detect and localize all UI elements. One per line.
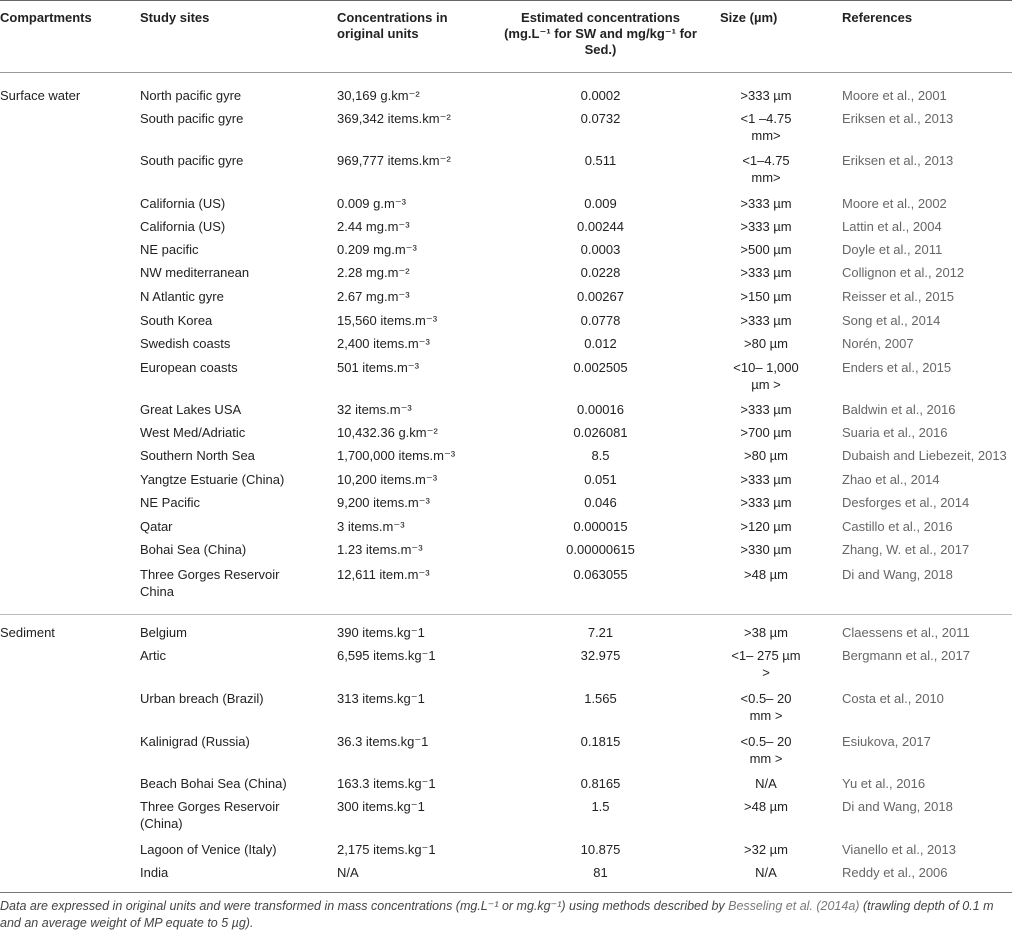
cell-study-site: Beach Bohai Sea (China) [140, 776, 287, 791]
compartment-surface-water: Surface water [0, 88, 81, 103]
cell-reference[interactable]: Song et al., 2014 [842, 313, 941, 328]
cell-reference[interactable]: Reisser et al., 2015 [842, 289, 955, 304]
cell-estimated-concentration: 10.875 [580, 842, 621, 857]
cell-study-site: Three Gorges Reservoir (China) [140, 799, 280, 831]
header-study-sites: Study sites [140, 10, 210, 25]
header-original-concentrations: Concentrations in original units [337, 10, 448, 41]
compartment-sediment: Sediment [0, 625, 55, 640]
cell-size: >80 µm [744, 336, 788, 351]
cell-estimated-concentration: 0.00000615 [566, 542, 635, 557]
cell-reference[interactable]: Di and Wang, 2018 [842, 567, 953, 582]
footnote-text-after: (trawling depth of 0.1 m and an average weight of MP equate to 5 µg). [0, 899, 994, 930]
cell-size: <0.5– 20 mm > [740, 734, 792, 766]
cell-original-concentration: 2.28 mg.m⁻² [337, 265, 410, 280]
cell-study-site: Bohai Sea (China) [140, 542, 247, 557]
cell-original-concentration: 163.3 items.kg⁻1 [337, 776, 436, 791]
cell-study-site: India [140, 865, 169, 880]
cell-reference[interactable]: Lattin et al., 2004 [842, 219, 942, 234]
cell-original-concentration: N/A [337, 865, 359, 880]
cell-reference[interactable]: Suaria et al., 2016 [842, 425, 948, 440]
cell-size: >500 µm [740, 242, 792, 257]
cell-estimated-concentration: 0.00016 [577, 402, 624, 417]
cell-reference[interactable]: Collignon et al., 2012 [842, 265, 965, 280]
cell-estimated-concentration: 8.5 [591, 448, 610, 463]
cell-estimated-concentration: 1.5 [591, 799, 610, 814]
cell-reference[interactable]: Zhang, W. et al., 2017 [842, 542, 970, 557]
cell-reference[interactable]: Baldwin et al., 2016 [842, 402, 956, 417]
cell-reference[interactable]: Reddy et al., 2006 [842, 865, 948, 880]
cell-original-concentration: 2.44 mg.m⁻³ [337, 219, 410, 234]
cell-study-site: North pacific gyre [140, 88, 242, 103]
cell-study-site: California (US) [140, 219, 226, 234]
cell-reference[interactable]: Vianello et al., 2013 [842, 842, 956, 857]
cell-size: <0.5– 20 mm > [740, 691, 792, 723]
cell-estimated-concentration: 0.0778 [580, 313, 621, 328]
cell-original-concentration: 313 items.kg⁻1 [337, 691, 425, 706]
cell-size: >333 µm [740, 313, 792, 328]
cell-size: >333 µm [740, 495, 792, 510]
cell-size: >48 µm [744, 799, 788, 814]
cell-study-site: Lagoon of Venice (Italy) [140, 842, 277, 857]
cell-reference[interactable]: Costa et al., 2010 [842, 691, 944, 706]
cell-original-concentration: 30,169 g.km⁻² [337, 88, 420, 103]
cell-size: >120 µm [740, 519, 792, 534]
footnote-text-before: Data are expressed in original units and were transformed in mass concentrations (mg.L⁻¹ or mg.kg⁻¹) using methods described by [0, 899, 729, 913]
cell-reference[interactable]: Yu et al., 2016 [842, 776, 926, 791]
cell-estimated-concentration: 0.000015 [573, 519, 628, 534]
cell-size: >80 µm [744, 448, 788, 463]
cell-reference[interactable]: Zhao et al., 2014 [842, 472, 940, 487]
cell-original-concentration: 2,400 items.m⁻³ [337, 336, 430, 351]
cell-original-concentration: 10,432.36 g.km⁻² [337, 425, 438, 440]
cell-study-site: South Korea [140, 313, 213, 328]
table-top-rule [0, 0, 1012, 1]
cell-estimated-concentration: 0.0003 [580, 242, 621, 257]
cell-study-site: Great Lakes USA [140, 402, 242, 417]
cell-estimated-concentration: 0.00244 [577, 219, 624, 234]
cell-reference[interactable]: Dubaish and Liebezeit, 2013 [842, 448, 1007, 463]
cell-estimated-concentration: 0.051 [584, 472, 617, 487]
cell-study-site: South pacific gyre [140, 153, 244, 168]
cell-original-concentration: 0.009 g.m⁻³ [337, 196, 407, 211]
cell-study-site: Yangtze Estuarie (China) [140, 472, 285, 487]
cell-study-site: Belgium [140, 625, 187, 640]
cell-original-concentration: 10,200 items.m⁻³ [337, 472, 438, 487]
cell-estimated-concentration: 0.0732 [580, 111, 621, 126]
cell-study-site: Southern North Sea [140, 448, 255, 463]
cell-original-concentration: 969,777 items.km⁻² [337, 153, 451, 168]
cell-original-concentration: 9,200 items.m⁻³ [337, 495, 430, 510]
cell-size: >333 µm [740, 472, 792, 487]
header-rule [0, 72, 1012, 73]
cell-study-site: NW mediterranean [140, 265, 250, 280]
cell-estimated-concentration: 0.0228 [580, 265, 621, 280]
cell-size: >330 µm [740, 542, 792, 557]
cell-study-site: Three Gorges Reservoir China [140, 567, 280, 599]
cell-reference[interactable]: Claessens et al., 2011 [842, 625, 970, 640]
cell-estimated-concentration: 1.565 [584, 691, 617, 706]
cell-estimated-concentration: 0.026081 [573, 425, 628, 440]
header-size: Size (µm) [720, 10, 778, 25]
cell-reference[interactable]: Norén, 2007 [842, 336, 914, 351]
cell-original-concentration: 36.3 items.kg⁻1 [337, 734, 429, 749]
cell-original-concentration: 2,175 items.kg⁻1 [337, 842, 436, 857]
cell-original-concentration: 3 items.m⁻³ [337, 519, 405, 534]
cell-original-concentration: 2.67 mg.m⁻³ [337, 289, 410, 304]
cell-original-concentration: 15,560 items.m⁻³ [337, 313, 438, 328]
cell-original-concentration: 390 items.kg⁻1 [337, 625, 425, 640]
cell-estimated-concentration: 0.8165 [580, 776, 621, 791]
header-references: References [842, 10, 913, 25]
table-bottom-rule [0, 892, 1012, 893]
cell-reference[interactable]: Bergmann et al., 2017 [842, 648, 970, 663]
cell-size: >38 µm [744, 625, 788, 640]
footnote-citation-link[interactable]: Besseling et al. (2014a) [728, 899, 860, 913]
cell-size: N/A [755, 776, 777, 791]
cell-study-site: NE pacific [140, 242, 199, 257]
cell-size: <1–4.75 mm> [742, 153, 790, 185]
cell-estimated-concentration: 0.1815 [580, 734, 621, 749]
cell-reference[interactable]: Eriksen et al., 2013 [842, 111, 954, 126]
cell-estimated-concentration: 0.511 [584, 153, 617, 168]
cell-original-concentration: 501 items.m⁻³ [337, 360, 419, 375]
header-compartments: Compartments [0, 10, 92, 25]
cell-study-site: West Med/Adriatic [140, 425, 246, 440]
cell-original-concentration: 1,700,000 items.m⁻³ [337, 448, 456, 463]
cell-reference[interactable]: Moore et al., 2001 [842, 88, 947, 103]
cell-reference[interactable]: Doyle et al., 2011 [842, 242, 943, 257]
cell-original-concentration: 12,611 item.m⁻³ [337, 567, 430, 582]
cell-estimated-concentration: 0.0002 [580, 88, 621, 103]
cell-original-concentration: 0.209 mg.m⁻³ [337, 242, 417, 257]
cell-study-site: Artic [140, 648, 166, 663]
cell-estimated-concentration: 0.00267 [577, 289, 624, 304]
cell-size: >333 µm [740, 219, 792, 234]
cell-original-concentration: 1.23 items.m⁻³ [337, 542, 423, 557]
cell-reference[interactable]: Enders et al., 2015 [842, 360, 952, 375]
cell-estimated-concentration: 7.21 [587, 625, 614, 640]
cell-reference[interactable]: Eriksen et al., 2013 [842, 153, 954, 168]
cell-size: >333 µm [740, 196, 792, 211]
cell-study-site: South pacific gyre [140, 111, 244, 126]
cell-study-site: Qatar [140, 519, 173, 534]
cell-estimated-concentration: 0.063055 [573, 567, 628, 582]
cell-study-site: Kalinigrad (Russia) [140, 734, 250, 749]
cell-reference[interactable]: Di and Wang, 2018 [842, 799, 953, 814]
cell-study-site: NE Pacific [140, 495, 200, 510]
cell-size: >150 µm [740, 289, 792, 304]
cell-estimated-concentration: 32.975 [580, 648, 621, 663]
cell-original-concentration: 6,595 items.kg⁻1 [337, 648, 436, 663]
cell-size: >48 µm [744, 567, 788, 582]
cell-size: >333 µm [740, 265, 792, 280]
cell-estimated-concentration: 0.046 [584, 495, 617, 510]
cell-study-site: N Atlantic gyre [140, 289, 224, 304]
cell-study-site: Swedish coasts [140, 336, 231, 351]
cell-estimated-concentration: 0.009 [584, 196, 617, 211]
cell-reference[interactable]: Desforges et al., 2014 [842, 495, 970, 510]
cell-size: N/A [755, 865, 777, 880]
cell-size: <1– 275 µm > [731, 648, 801, 680]
cell-original-concentration: 300 items.kg⁻1 [337, 799, 425, 814]
cell-estimated-concentration: 81 [593, 865, 608, 880]
cell-size: <10– 1,000 µm > [733, 360, 799, 392]
section-rule [0, 614, 1012, 615]
table-footnote [0, 898, 1012, 932]
cell-study-site: California (US) [140, 196, 226, 211]
cell-size: >333 µm [740, 88, 792, 103]
cell-size: >700 µm [740, 425, 792, 440]
cell-estimated-concentration: 0.002505 [573, 360, 628, 375]
cell-original-concentration: 369,342 items.km⁻² [337, 111, 451, 126]
cell-size: <1 –4.75 mm> [740, 111, 792, 143]
cell-size: >32 µm [744, 842, 788, 857]
header-estimated-concentrations: Estimated concentrations (mg.L⁻¹ for SW and mg/kg⁻¹ for Sed.) [504, 10, 697, 57]
cell-original-concentration: 32 items.m⁻³ [337, 402, 412, 417]
cell-estimated-concentration: 0.012 [584, 336, 617, 351]
cell-study-site: European coasts [140, 360, 238, 375]
cell-reference[interactable]: Esiukova, 2017 [842, 734, 931, 749]
cell-reference[interactable]: Moore et al., 2002 [842, 196, 947, 211]
cell-study-site: Urban breach (Brazil) [140, 691, 264, 706]
cell-size: >333 µm [740, 402, 792, 417]
cell-reference[interactable]: Castillo et al., 2016 [842, 519, 953, 534]
